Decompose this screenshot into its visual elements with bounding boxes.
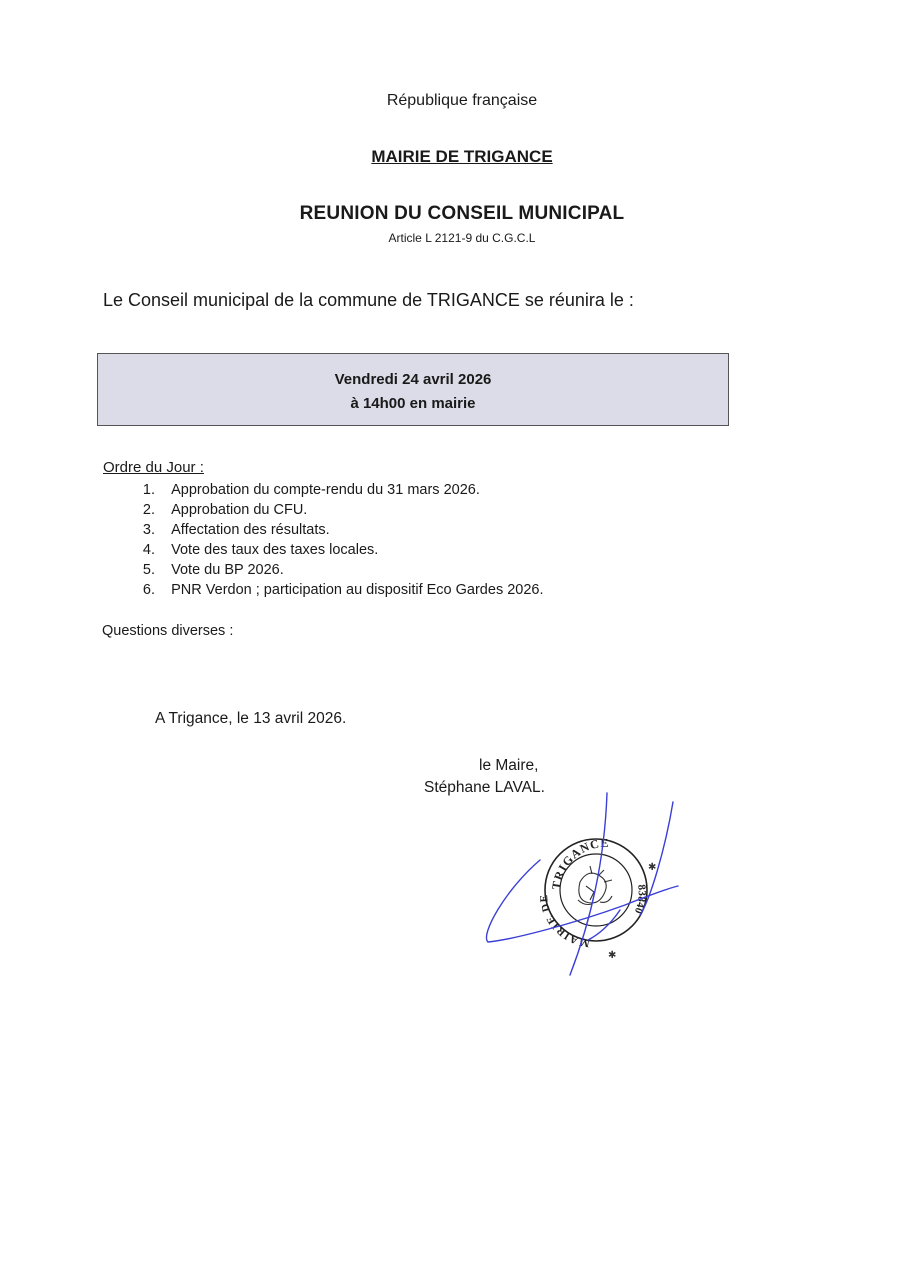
agenda-item [103, 500, 544, 520]
agenda-list [103, 480, 544, 600]
page-title: REUNION DU CONSEIL MUNICIPAL [299, 203, 625, 224]
seal-text-left: MAIRIE DE [538, 893, 591, 950]
republic-label: République française [386, 92, 538, 109]
agenda-item-text: Affectation des résultats. [171, 522, 330, 538]
seal-emblem [578, 866, 612, 905]
agenda-item-text: Vote du BP 2026. [171, 562, 284, 578]
intro-text: Le Conseil municipal de la commune de TRIGANCE se réunira le : [103, 290, 634, 310]
agenda-item-text: PNR Verdon ; participation au dispositif Eco Gardes 2026. [171, 582, 544, 598]
agenda-item-number: 6. [142, 582, 155, 598]
agenda-title: Ordre du Jour : [103, 459, 204, 476]
agenda-item-text: Vote des taux des taxes locales. [171, 542, 379, 558]
questions-diverses: Questions diverses : [102, 623, 234, 639]
agenda-item-number: 1. [142, 482, 155, 498]
meeting-date-box [97, 353, 729, 426]
agenda-item-number: 2. [142, 502, 155, 518]
signatory-name: Stéphane LAVAL. [424, 779, 545, 796]
agenda-item-number: 3. [142, 522, 155, 538]
mairie-seal [538, 836, 656, 961]
signatory-role: le Maire, [479, 757, 539, 774]
agenda-item [103, 560, 544, 580]
agenda-item [103, 540, 544, 560]
meeting-date: Vendredi 24 avril 2026 [334, 371, 492, 388]
svg-text:MAIRIE DE [538, 893, 591, 949]
agenda-item [103, 480, 544, 500]
agenda-item-text: Approbation du CFU. [171, 502, 308, 518]
mairie-title: MAIRIE DE TRIGANCE [371, 147, 553, 166]
place-date: A Trigance, le 13 avril 2026. [155, 710, 347, 727]
agenda-item-number: 5. [142, 562, 155, 578]
seal-text-code: 83840 [631, 883, 648, 916]
svg-text:✱: ✱ [648, 862, 657, 873]
meeting-time-place: à 14h00 en mairie [350, 395, 476, 412]
svg-text:✱: ✱ [608, 950, 617, 961]
agenda-item-number: 4. [142, 542, 155, 558]
agenda-item [103, 520, 544, 540]
agenda-item-text: Approbation du compte-rendu du 31 mars 2026. [171, 482, 480, 498]
seal-text-top: TRIGANCE [548, 835, 610, 891]
seal-and-signature [480, 790, 690, 985]
article-reference: Article L 2121-9 du C.G.C.L [388, 231, 536, 245]
agenda-item [103, 580, 544, 600]
